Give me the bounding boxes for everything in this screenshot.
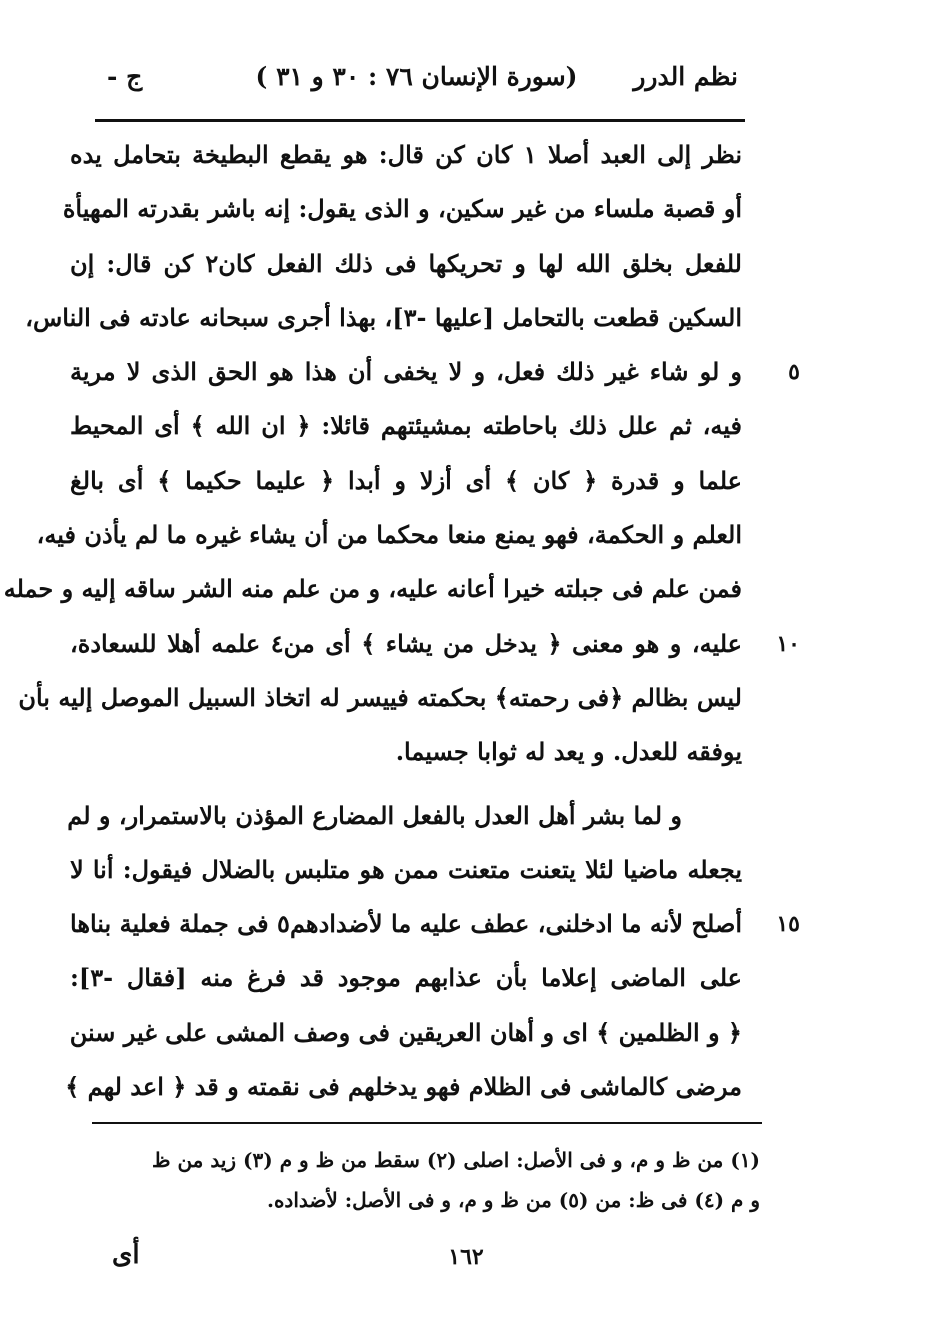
- text-line: [65, 1060, 742, 1114]
- page-number: ١٦٢: [448, 1244, 484, 1270]
- line-number: ١٠: [776, 630, 800, 657]
- footnote-line: (١) من ظ و م، و فى الأصل: اصلى (٢) سقط من ظ و م (٣) زيد من ظ: [152, 1148, 760, 1172]
- text-line: [70, 399, 742, 453]
- text-line: [70, 617, 800, 671]
- catchword: أى: [112, 1240, 140, 1270]
- text-line: [70, 128, 742, 182]
- text-line: [70, 345, 800, 399]
- text-line-content: أو قصبة ملساء من غير سكين، و الذى يقول: إنه باشر بقدرته المهيأة: [62, 194, 742, 224]
- line-number: ١٥: [776, 911, 800, 938]
- text-line: [70, 897, 800, 951]
- footnote-rule: [92, 1122, 762, 1124]
- text-line: [36, 508, 742, 562]
- text-line-content: عليه، و هو معنى ﴿ يدخل من يشاء ﴾ أى من٤ علمه أهلا للسعادة،: [70, 628, 742, 658]
- text-line-content: علما و قدرة ﴿ كان ﴾ أى أزلا و أبدا ﴿ عليما حكيما ﴾ أى بالغ: [70, 465, 742, 495]
- text-line-content: السكين قطعت بالتحامل [عليها -٣]، بهذا أجرى سبحانه عادته فى الناس،: [25, 302, 742, 332]
- text-line-content: للفعل بخلق الله لها و تحريكها فى ذلك الفعل كان٢ كن قال: إن: [70, 248, 742, 278]
- text-line: [62, 182, 742, 236]
- text-line-content: يجعله ماضيا لئلا يتعنت متعنت ممن هو متلبس بالضلال فيقول: أنا لا: [70, 854, 743, 884]
- text-line: [3, 562, 742, 616]
- text-line-content: يوفقه للعدل. و يعد له ثوابا جسيما.: [395, 737, 742, 767]
- text-line-content: و لما بشر أهل العدل بالفعل المضارع المؤذن بالاستمرار، و لم: [67, 800, 682, 830]
- surah-reference: (سورة الإنسان ٧٦ : ٣٠ و ٣١ ): [255, 62, 578, 91]
- line-number: ٥: [788, 359, 800, 386]
- text-line-content: نظر إلى العبد أصلا ١ كان كن قال: هو يقطع البطيخة بتحامل يده: [70, 140, 742, 169]
- text-line-content: فيه، ثم علل ذلك باحاطته بمشيئتهم قائلا: ﴿ ان الله ﴾ أى المحيط: [70, 411, 742, 441]
- volume-marker: ج -: [107, 62, 143, 91]
- text-line-content: أصلح لأنه ما ادخلنى، عطف عليه ما لأضدادهم٥ فى جملة فعلية بناها: [70, 909, 743, 939]
- text-line-content: العلم و الحكمة، فهو يمنع منعا محكما من أن يشاء غيره ما لم يأذن فيه،: [36, 520, 742, 550]
- text-line-content: مرضى كالماشى فى الظلام فهو يدخلهم فى نقمته و قد ﴿ اعد لهم ﴾: [65, 1072, 742, 1102]
- text-line: [70, 237, 742, 291]
- text-line: [70, 725, 742, 779]
- text-line-content: ليس بظالم ﴿فى رحمته﴾ بحكمته فييسر له اتخاذ السبيل الموصل إليه بأن: [18, 682, 742, 712]
- footnote-line: و م (٤) فى ظ: من (٥) من ظ و م، و فى الأصل: لأضداده.: [266, 1188, 760, 1212]
- text-line-content: ﴿ و الظلمين ﴾ اى و أهان العريقين فى وصف المشى على غير سنن: [69, 1017, 742, 1047]
- text-line: [67, 789, 742, 843]
- header-rule: [95, 119, 745, 122]
- text-line: [18, 671, 742, 725]
- main-text: [3, 128, 800, 1114]
- book-title: نظم الدرر: [633, 62, 738, 91]
- text-line-content: و لو شاء غير ذلك فعل، و لا يخفى أن هذا هو الحق الذى لا مرية: [70, 357, 742, 387]
- text-line: [70, 1006, 742, 1060]
- text-line: [70, 951, 742, 1005]
- text-line: [70, 454, 742, 508]
- footnotes: [92, 1140, 760, 1220]
- text-line: [70, 843, 742, 897]
- text-line-content: فمن علم فى جبلته خيرا أعانه عليه، و من علم منه الشر ساقه إليه و حمله: [3, 574, 742, 604]
- text-line-content: على الماضى إعلاما بأن عذابهم موجود قد فرغ منه [فقال -٣]:: [70, 963, 742, 993]
- text-line: [25, 291, 742, 345]
- running-header: [95, 62, 738, 108]
